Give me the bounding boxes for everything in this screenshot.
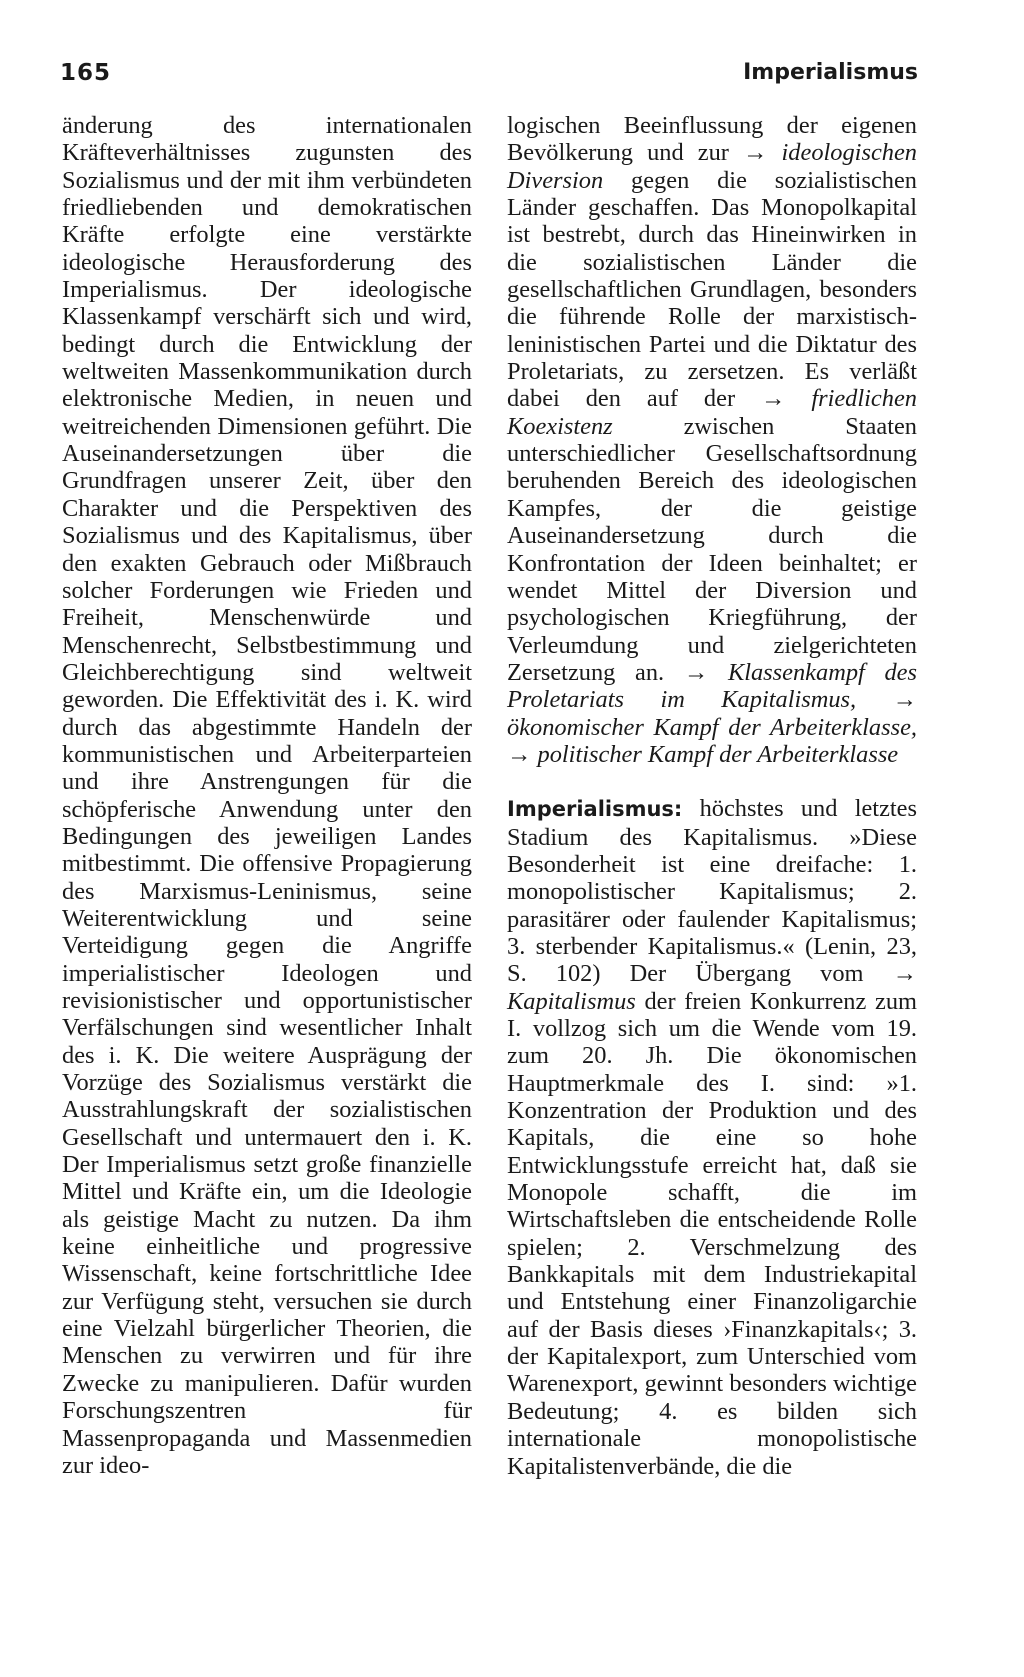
left-column [62,112,472,1479]
entry-separator [507,768,917,795]
cross-reference-klassenkampf: Klassenkampf des Proletariats im Kapitalismus, [507,658,917,714]
cross-reference-arrow-icon: → [507,740,532,768]
cross-reference-kapitalismus: Kapitalismus [507,987,636,1015]
page-header [60,60,918,92]
text-run: der freien Konkurrenz zum I. vollzog sich um die Wende vom 19. zum 20. Jh. Die ökonomischen Hauptmerkmale des I. sind: »1. Konzentration der Produktion und des Kapitals, die eine so hohe Entwicklungsstufe erreicht hat, daß sie Monopole schafft, die im Wirtschaftsleben die entscheidende Rolle spielen; 2. Verschmelzung des Bankkapitals mit dem Industriekapital und Entstehung einer Finanzoligarchie auf der Basis dieses ›Finanzkapitals‹; 3. der Kapitalexport, zum Unterschied vom Warenexport, gewinnt besonders wichtige Bedeutung; 4. es bilden sich internationale monopolistische Kapitalistenverbände, die die [507,987,917,1480]
cross-reference-politischer-kampf: politischer Kampf der Arbeiterklasse [537,740,899,768]
entry-continuation [507,112,917,768]
page-number: 165 [60,60,112,86]
right-column [507,112,917,1480]
left-column-text: änderung des internationalen Kräfteverhältnisses zugunsten des Sozialismus und der mit ihm verbündeten friedliebenden und demokratischen Kräfte erfolgte eine verstärkte ideologische Herausforderung des Imperialismus. Der ideologische Klassenkampf verschärft sich und wird, bedingt durch die Entwicklung der weltweiten Massenkommunikation durch elektronische Medien, in neuen und weitreichenden Dimensionen geführt. Die Auseinandersetzungen über die Grundfragen unserer Zeit, über den Charakter und die Perspektiven des Sozialismus und des Kapitalismus, über den exakten Gebrauch oder Mißbrauch solcher Forderungen wie Frieden und Freiheit, Menschenwürde und Menschenrecht, Selbstbestimmung und Gleichberechtigung sind weltweit geworden. Die Effektivität des i. K. wird durch das abgestimmte Handeln der kommunistischen und Arbeiterparteien und ihre Anstrengungen für die schöpferische Anwendung unter den Bedingungen des jeweiligen Landes mitbestimmt. Die offensive Propagierung des Marxismus-Leninismus, seine Weiterentwicklung und seine Verteidigung gegen die Angriffe imperialistischer Ideologen und revisionistischer und opportunistischer Verfälschungen sind wesentlicher Inhalt des i. K. Die weitere Ausprägung der Vorzüge des Sozialismus verstärkt die Ausstrahlungskraft der sozialistischen Gesellschaft und untermauert den i. K. Der Imperialismus setzt große finanzielle Mittel und Kräfte ein, um die Ideologie als geistige Macht zu nutzen. Da ihm keine einheitliche und progressive Wissenschaft, keine fortschrittliche Idee zur Verfügung steht, versuchen sie durch eine Vielzahl bürgerlicher Theorien, die Menschen zu verwirren und für ihre Zwecke zu manipulieren. Dafür wurden Forschungszentren für Massenpropaganda und Massenmedien zur ideo- [62,112,472,1479]
cross-reference-arrow-icon: → [683,658,709,686]
entry-imperialismus [507,795,917,1480]
cross-reference-arrow-icon: → [892,960,917,988]
text-run: zwischen Staaten unterschiedlicher Gesellschaftsordnung beruhenden Bereich des ideologischen Kampfes, der die geistige Auseinandersetzung durch die Konfrontation der Ideen beinhaltet; er wendet Mittel der Diversion und psychologischen Kriegführung, der Verleumdung und zielgerichteten Zersetzung an. [507,412,917,686]
text-run: logischen Beeinflussung der eigenen Bevölkerung und zur [507,112,917,167]
text-run: gegen die sozialistischen Länder geschaffen. Das Monopolkapital ist bestrebt, durch das Hineinwirken in die sozialistischen Länder die gesellschaftlichen Grundlagen, besonders die führende Rolle der marxistisch-leninistischen Partei und die Diktatur des Proletariats, zu zersetzen. Es verläßt dabei den auf der [507,166,917,413]
entry-headword: Imperialismus: [507,797,683,822]
cross-reference-arrow-icon: → [761,385,786,413]
text-run: höchstes und letztes Stadium des Kapitalismus. »Diese Besonderheit ist eine dreifache: 1. monopolistischer Kapitalismus; 2. parasitärer oder faulender Kapitalismus; 3. sterbender Kapitalismus.« (Lenin, 23, S. 102) Der Übergang vom [507,795,917,988]
cross-reference-friedliche-koexistenz: friedlichen Koexistenz [507,385,917,440]
running-head: Imperialismus [743,60,918,85]
cross-reference-oekonomischer-kampf: ökonomischer Kampf der Arbeiterklasse, [507,713,917,741]
cross-reference-arrow-icon: → [892,686,917,714]
cross-reference-arrow-icon: → [743,139,768,167]
cross-reference-ideologische-diversion: ideologischen Diversion [507,139,917,194]
